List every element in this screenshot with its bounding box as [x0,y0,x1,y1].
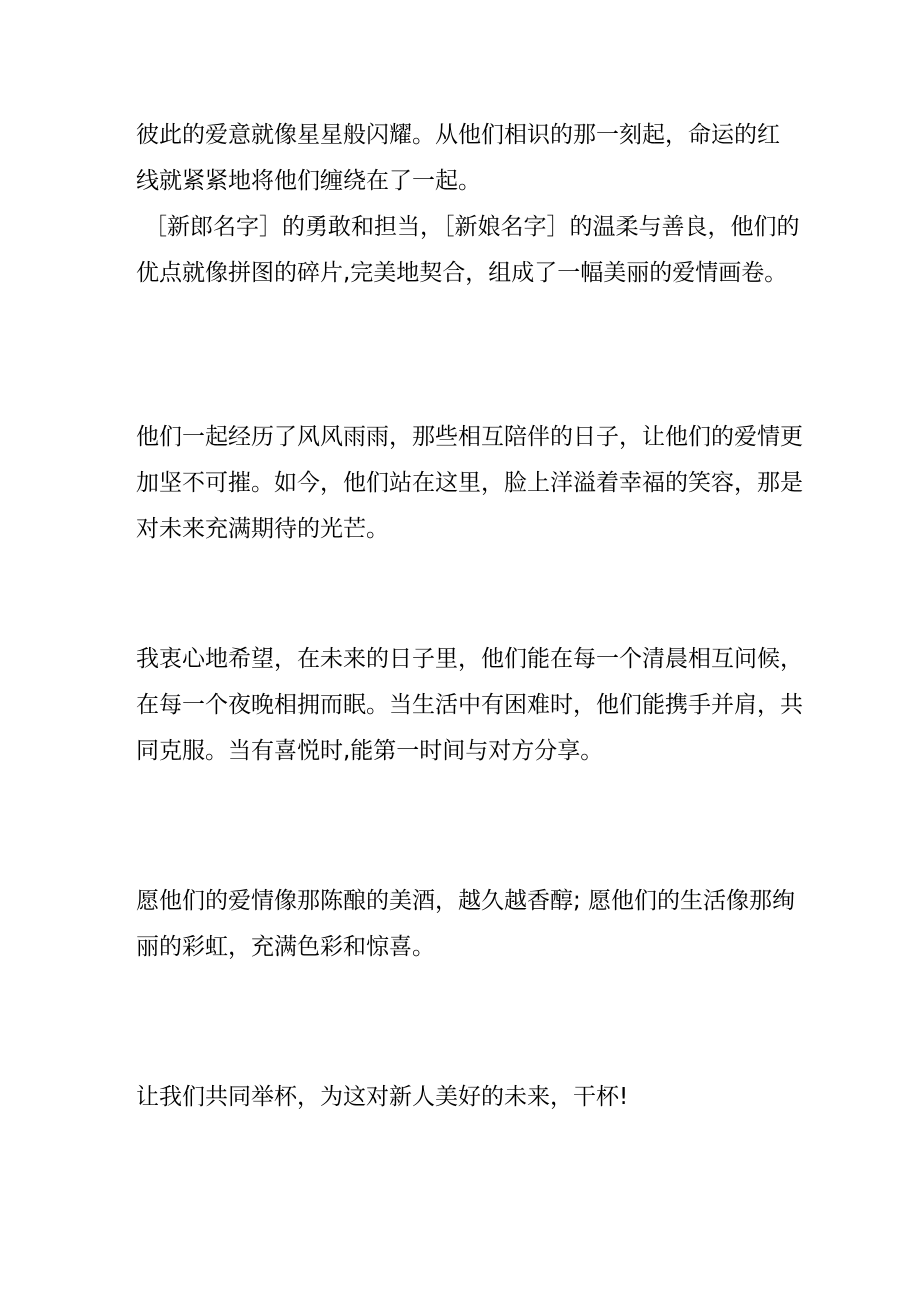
text-line: 他们一起经历了风风雨雨，那些相互陪伴的日子，让他们的爱情更 [136,424,803,450]
text-line: 愿他们的爱情像那陈酿的美酒，越久越香醇; 愿他们的生活像那绚 [136,888,796,914]
text-line: 彼此的爱意就像星星般闪耀。从他们相识的那一刻起，命运的红 [136,122,780,148]
text-line: 在每一个夜晚相拥而眠。当生活中有困难时，他们能携手并肩，共 [136,692,803,718]
text-line: 对未来充满期待的光芒。 [136,516,389,542]
paragraph-4 [136,878,816,970]
text-line: 优点就像拼图的碎片,完美地契合，组成了一幅美丽的爱情画卷。 [136,260,788,286]
text-line: ［新郎名字］的勇敢和担当，［新娘名字］的温柔与善良，他们的 [144,214,800,240]
text-line: 我衷心地希望，在未来的日子里，他们能在每一个清晨相互问候， [136,646,803,672]
text-line: 同克服。当有喜悦时,能第一时间与对方分享。 [136,738,604,764]
text-line: 让我们共同举杯，为这对新人美好的未来，干杯! [136,1084,629,1110]
paragraph-1 [136,112,816,296]
paragraph-3 [136,636,816,774]
paragraph-5 [136,1074,816,1120]
paragraph-2 [136,414,816,552]
text-line: 线就紧紧地将他们缠绕在了一起。 [136,168,481,194]
text-line: 加坚不可摧。如今，他们站在这里，脸上洋溢着幸福的笑容，那是 [136,470,803,496]
text-line: 丽的彩虹，充满色彩和惊喜。 [136,934,435,960]
